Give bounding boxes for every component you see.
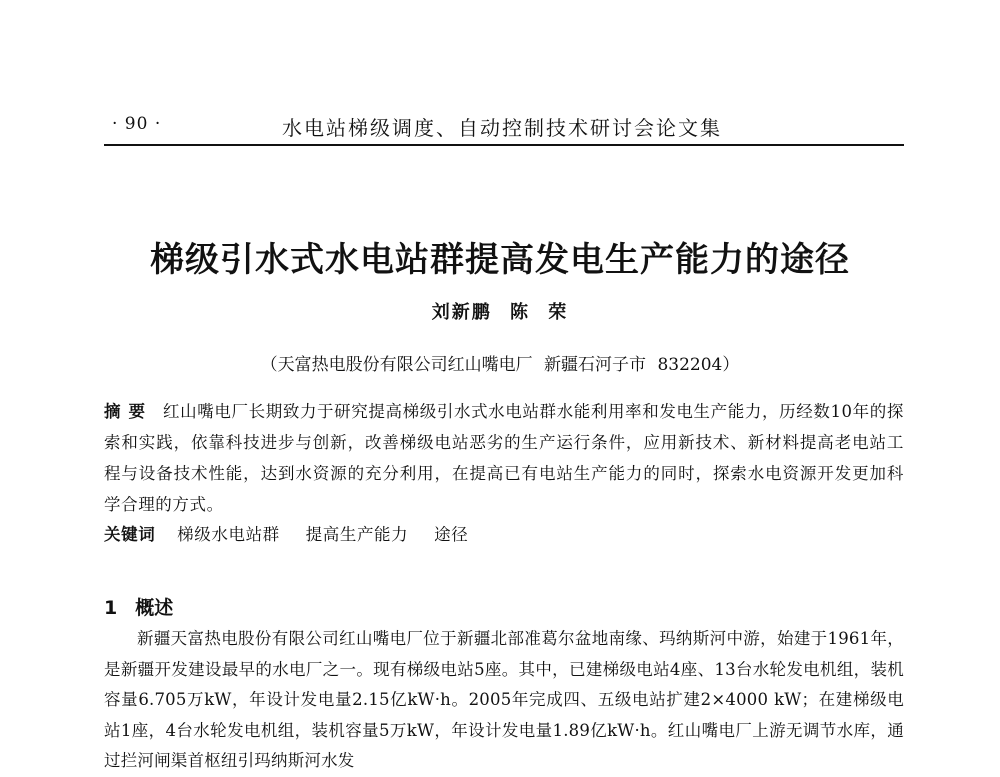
section-title: 概述: [135, 597, 174, 619]
body-paragraph: 新疆天富热电股份有限公司红山嘴电厂位于新疆北部准葛尔盆地南缘、玛纳斯河中游，始建于1961年，是新疆开发建设最早的水电厂之一。现有梯级电站5座。其中，已建梯级电站4座、13台水轮发电机组，装机容量6.705万kW，年设计发电量2.15亿kW·h。2005年完成四、五级电站扩建2×4000 kW；在建梯级电站1座，4台水轮发电机组，装机容量5万kW，年设计发电量1.89亿kW·h。红山嘴电厂上游无调节水库，通过拦河闸渠首枢纽引玛纳斯河水发: [104, 629, 904, 770]
keyword-item: 梯级水电站群: [177, 525, 280, 544]
abstract-text: 红山嘴电厂长期致力于研究提高梯级引水式水电站群水能利用率和发电生产能力，历经数10年的探索和实践，依靠科技进步与创新，改善梯级电站恶劣的生产运行条件，应用新技术、新材料提高老电站工程与设备技术性能，达到水资源的充分利用，在提高已有电站生产能力的同时，探索水电资源开发更加科学合理的方式。: [104, 402, 904, 514]
keywords: [104, 521, 904, 545]
keywords-label: 关键词: [104, 525, 156, 544]
authors: 刘新鹏 陈 荣: [431, 302, 569, 323]
header-rule: [104, 144, 904, 146]
page-number: · 90 ·: [112, 114, 162, 134]
running-header: [104, 108, 904, 144]
article-title: 梯级引水式水电站群提高发电生产能力的途径: [150, 240, 850, 280]
section-number: 1: [104, 597, 118, 619]
abstract: [104, 396, 904, 520]
keyword-item: 途径: [434, 525, 469, 544]
affiliation: （天富热电股份有限公司红山嘴电厂 新疆石河子市 832204）: [260, 355, 740, 375]
abstract-label: 摘要: [104, 402, 154, 421]
journal-title: 水电站梯级调度、自动控制技术研讨会论文集: [282, 116, 722, 140]
keyword-item: 提高生产能力: [305, 525, 409, 544]
section-heading: [104, 593, 173, 620]
section-body: [104, 624, 904, 777]
